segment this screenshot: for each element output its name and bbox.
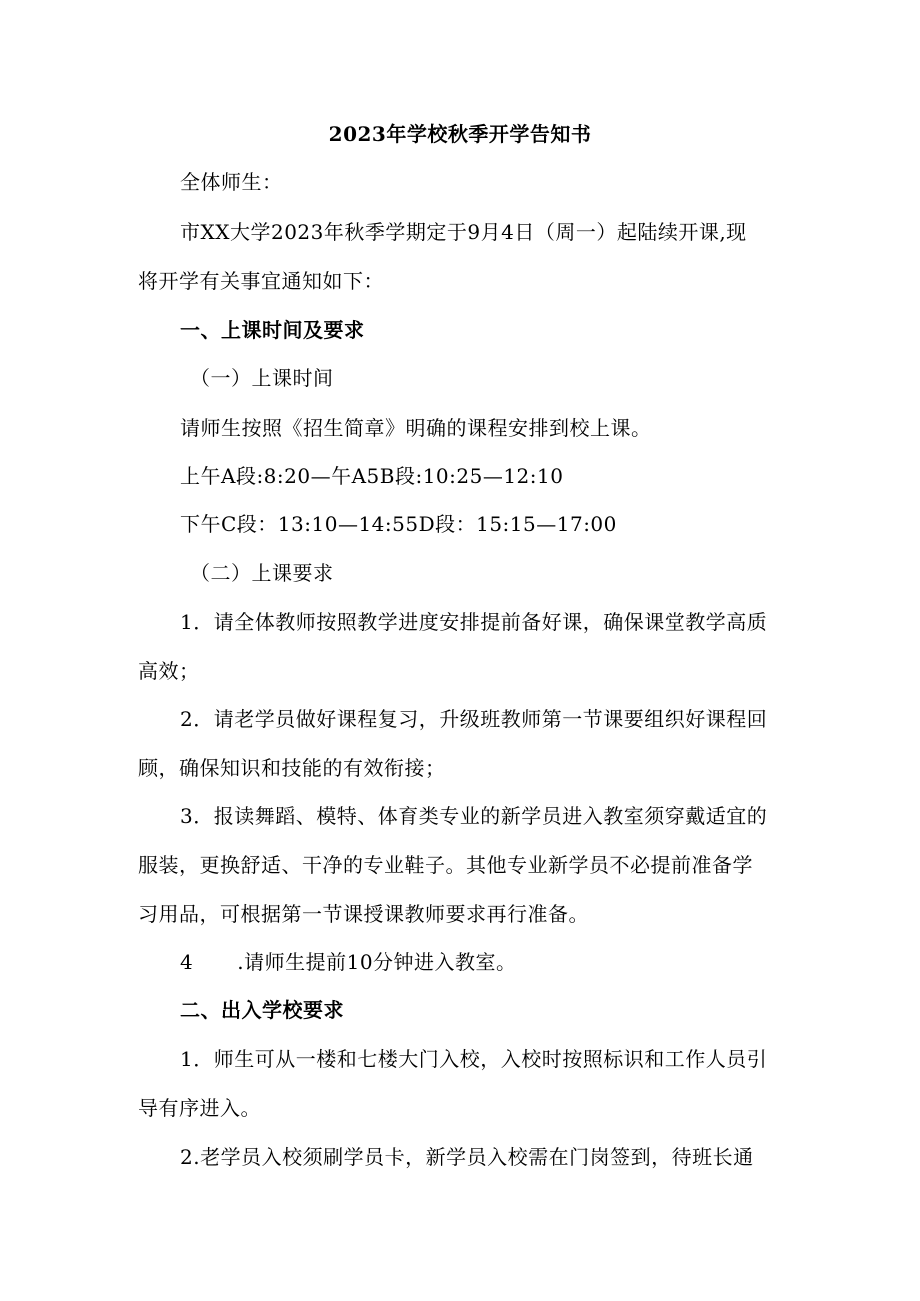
intro-line-1: 市XX大学2023年秋季学期定于9月4日（周一）起陆续开课,现: [180, 220, 747, 244]
requirement-3-line-2: 服装，更换舒适、干净的专业鞋子。其他专业新学员不必提前准备学: [138, 853, 753, 877]
intro-line-2: 将开学有关事宜通知如下：: [138, 269, 384, 293]
afternoon-schedule: 下午C段：13:10—14:55D段：15:15—17:00: [180, 512, 617, 536]
entry-rule-2-line-1: 2.老学员入校须刷学员卡，新学员入校需在门岗签到，待班长通: [180, 1145, 754, 1169]
requirement-1-line-1: 1．请全体教师按照教学进度安排提前备好课，确保课堂教学高质: [180, 610, 768, 634]
subsection-2-heading: （二）上课要求: [190, 561, 334, 585]
entry-rule-1-line-1: 1．师生可从一楼和七楼大门入校，入校时按照标识和工作人员引: [180, 1047, 768, 1071]
section-1-heading: 一、上课时间及要求: [180, 318, 365, 342]
document-title: 2023年学校秋季开学告知书: [328, 122, 592, 146]
requirement-3-line-3: 习用品，可根据第一节课授课教师要求再行准备。: [138, 902, 589, 926]
requirement-3-line-1: 3．报读舞蹈、模特、体育类专业的新学员进入教室须穿戴适宜的: [180, 804, 768, 828]
requirement-2-line-1: 2．请老学员做好课程复习，升级班教师第一节课要组织好课程回: [180, 707, 768, 731]
requirement-4: [180, 950, 517, 974]
morning-schedule: 上午A段:8:20—午A5B段:10:25—12:10: [180, 464, 564, 488]
section-2-heading: 二、出入学校要求: [180, 998, 344, 1022]
salutation: 全体师生：: [180, 170, 283, 194]
subsection-1-heading: （一）上课时间: [190, 366, 334, 390]
requirement-4-number: 4: [180, 950, 194, 974]
schedule-instruction: 请师生按照《招生简章》明确的课程安排到校上课。: [180, 416, 652, 440]
entry-rule-1-line-2: 导有序进入。: [138, 1096, 261, 1120]
requirement-1-line-2: 高效；: [138, 659, 200, 683]
requirement-2-line-2: 顾，确保知识和技能的有效衔接；: [138, 756, 446, 780]
requirement-4-text: .请师生提前10分钟进入教室。: [237, 950, 517, 974]
